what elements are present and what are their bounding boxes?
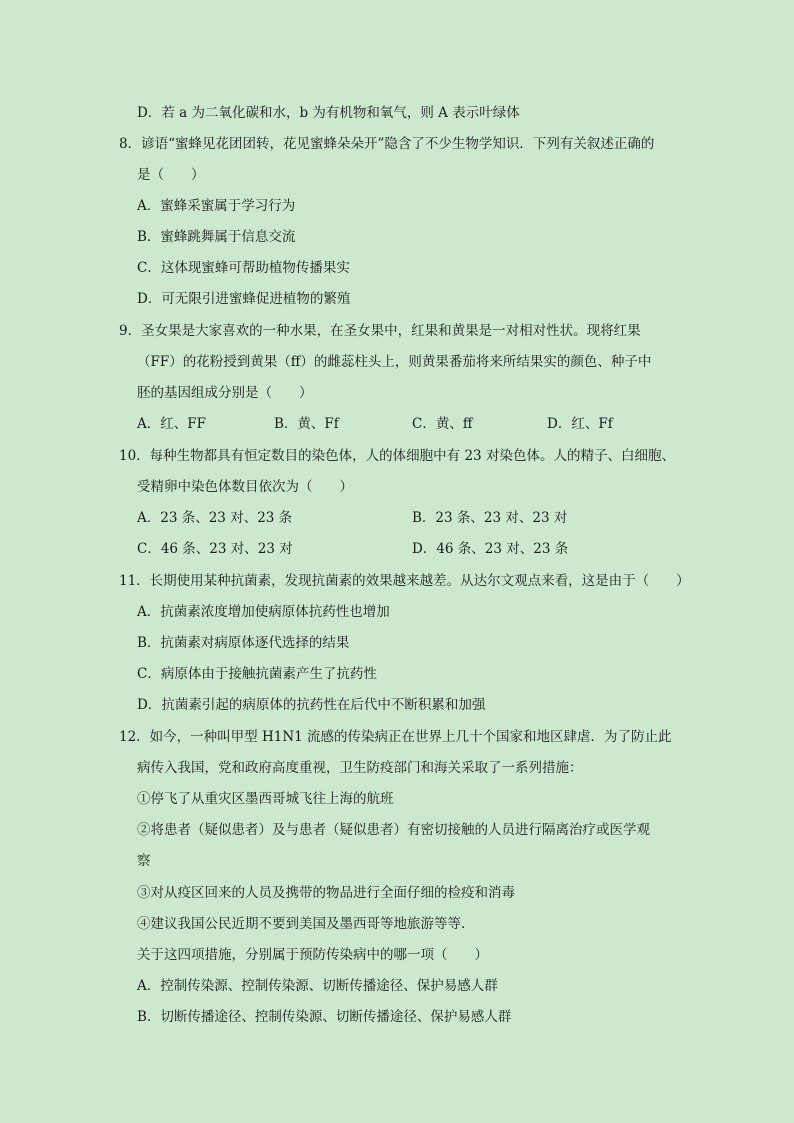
q11-option-d: D．抗菌素引起的病原体的抗药性在后代中不断积累和加强 (137, 697, 486, 713)
q11-option-b: B．抗菌素对病原体逐代选择的结果 (137, 635, 350, 651)
q8-stem-line2: 是（ ） (137, 167, 205, 183)
q9-stem-line1: 9．圣女果是大家喜欢的一种水果，在圣女果中，红果和黄果是一对相对性状。现将红果 (119, 323, 641, 339)
q9-option-c: C．黄、ff (412, 416, 473, 432)
q8-option-c: C．这体现蜜蜂可帮助植物传播果实 (137, 260, 350, 276)
q9-option-a: A．红、FF (137, 416, 206, 432)
q12-measure-3: ③对从疫区回来的人员及携带的物品进行全面仔细的检疫和消毒 (137, 885, 515, 901)
q10-option-a: A．23 条、23 对、23 条 (137, 510, 293, 526)
q10-stem-line2: 受精卵中染色体数目依次为（ ） (137, 479, 353, 495)
q10-option-d: D．46 条、23 对、23 条 (412, 541, 569, 557)
q9-stem-line3: 胚的基因组成分别是（ ） (137, 385, 313, 401)
q8-stem-line1: 8．谚语“蜜蜂见花团团转，花见蜜蜂朵朵开”隐含了不少生物学知识．下列有关叙述正确的 (119, 136, 655, 152)
q8-option-b: B．蜜蜂跳舞属于信息交流 (137, 229, 296, 245)
q11-option-a: A．抗菌素浓度增加使病原体抗药性也增加 (137, 604, 390, 620)
q10-option-c: C．46 条、23 对、23 对 (137, 541, 293, 557)
q10-option-b: B．23 条、23 对、23 对 (412, 510, 568, 526)
q12-stem-line2: 病传入我国，党和政府高度重视，卫生防疫部门和海关采取了一系列措施： (137, 760, 583, 776)
q12-stem-line1: 12．如今，一种叫甲型 H1N1 流感的传染病正在世界上几十个国家和地区肆虐．为了防止此 (119, 729, 672, 745)
q9-option-d: D．红、Ff (547, 416, 613, 432)
q12-measure-1: ①停飞了从重灾区墨西哥城飞往上海的航班 (137, 791, 394, 807)
q12-measure-4: ④建议我国公民近期不要到美国及墨西哥等地旅游等等． (137, 916, 475, 932)
q11-option-c: C．病原体由于接触抗菌素产生了抗药性 (137, 666, 377, 682)
q9-stem-line2: （FF）的花粉授到黄果（ff）的雌蕊柱头上，则黄果番茄将来所结果实的颜色、种子中 (137, 354, 652, 370)
q12-question: 关于这四项措施，分别属于预防传染病中的哪一项（ ） (137, 947, 488, 963)
q12-option-b: B．切断传播途径、控制传染源、切断传播途径、保护易感人群 (137, 1009, 512, 1025)
q11-stem-line1: 11．长期使用某种抗菌素，发现抗菌素的效果越来越差。从达尔文观点来看，这是由于（ ） (119, 573, 690, 589)
q10-stem-line1: 10．每种生物都具有恒定数目的染色体，人的体细胞中有 23 对染色体。人的精子、白细胞、 (119, 448, 675, 464)
q12-measure-2-line2: 察 (137, 853, 151, 869)
q7-option-d: D．若 a 为二氧化碳和水，b 为有机物和氧气，则 A 表示叶绿体 (137, 105, 520, 121)
q8-option-a: A．蜜蜂采蜜属于学习行为 (137, 198, 296, 214)
q12-option-a: A．控制传染源、控制传染源、切断传播途径、保护易感人群 (137, 978, 498, 994)
q8-option-d: D．可无限引进蜜蜂促进植物的繁殖 (137, 291, 351, 307)
q12-measure-2-line1: ②将患者（疑似患者）及与患者（疑似患者）有密切接触的人员进行隔离治疗或医学观 (137, 822, 650, 838)
q9-option-b: B．黄、Ff (274, 416, 339, 432)
